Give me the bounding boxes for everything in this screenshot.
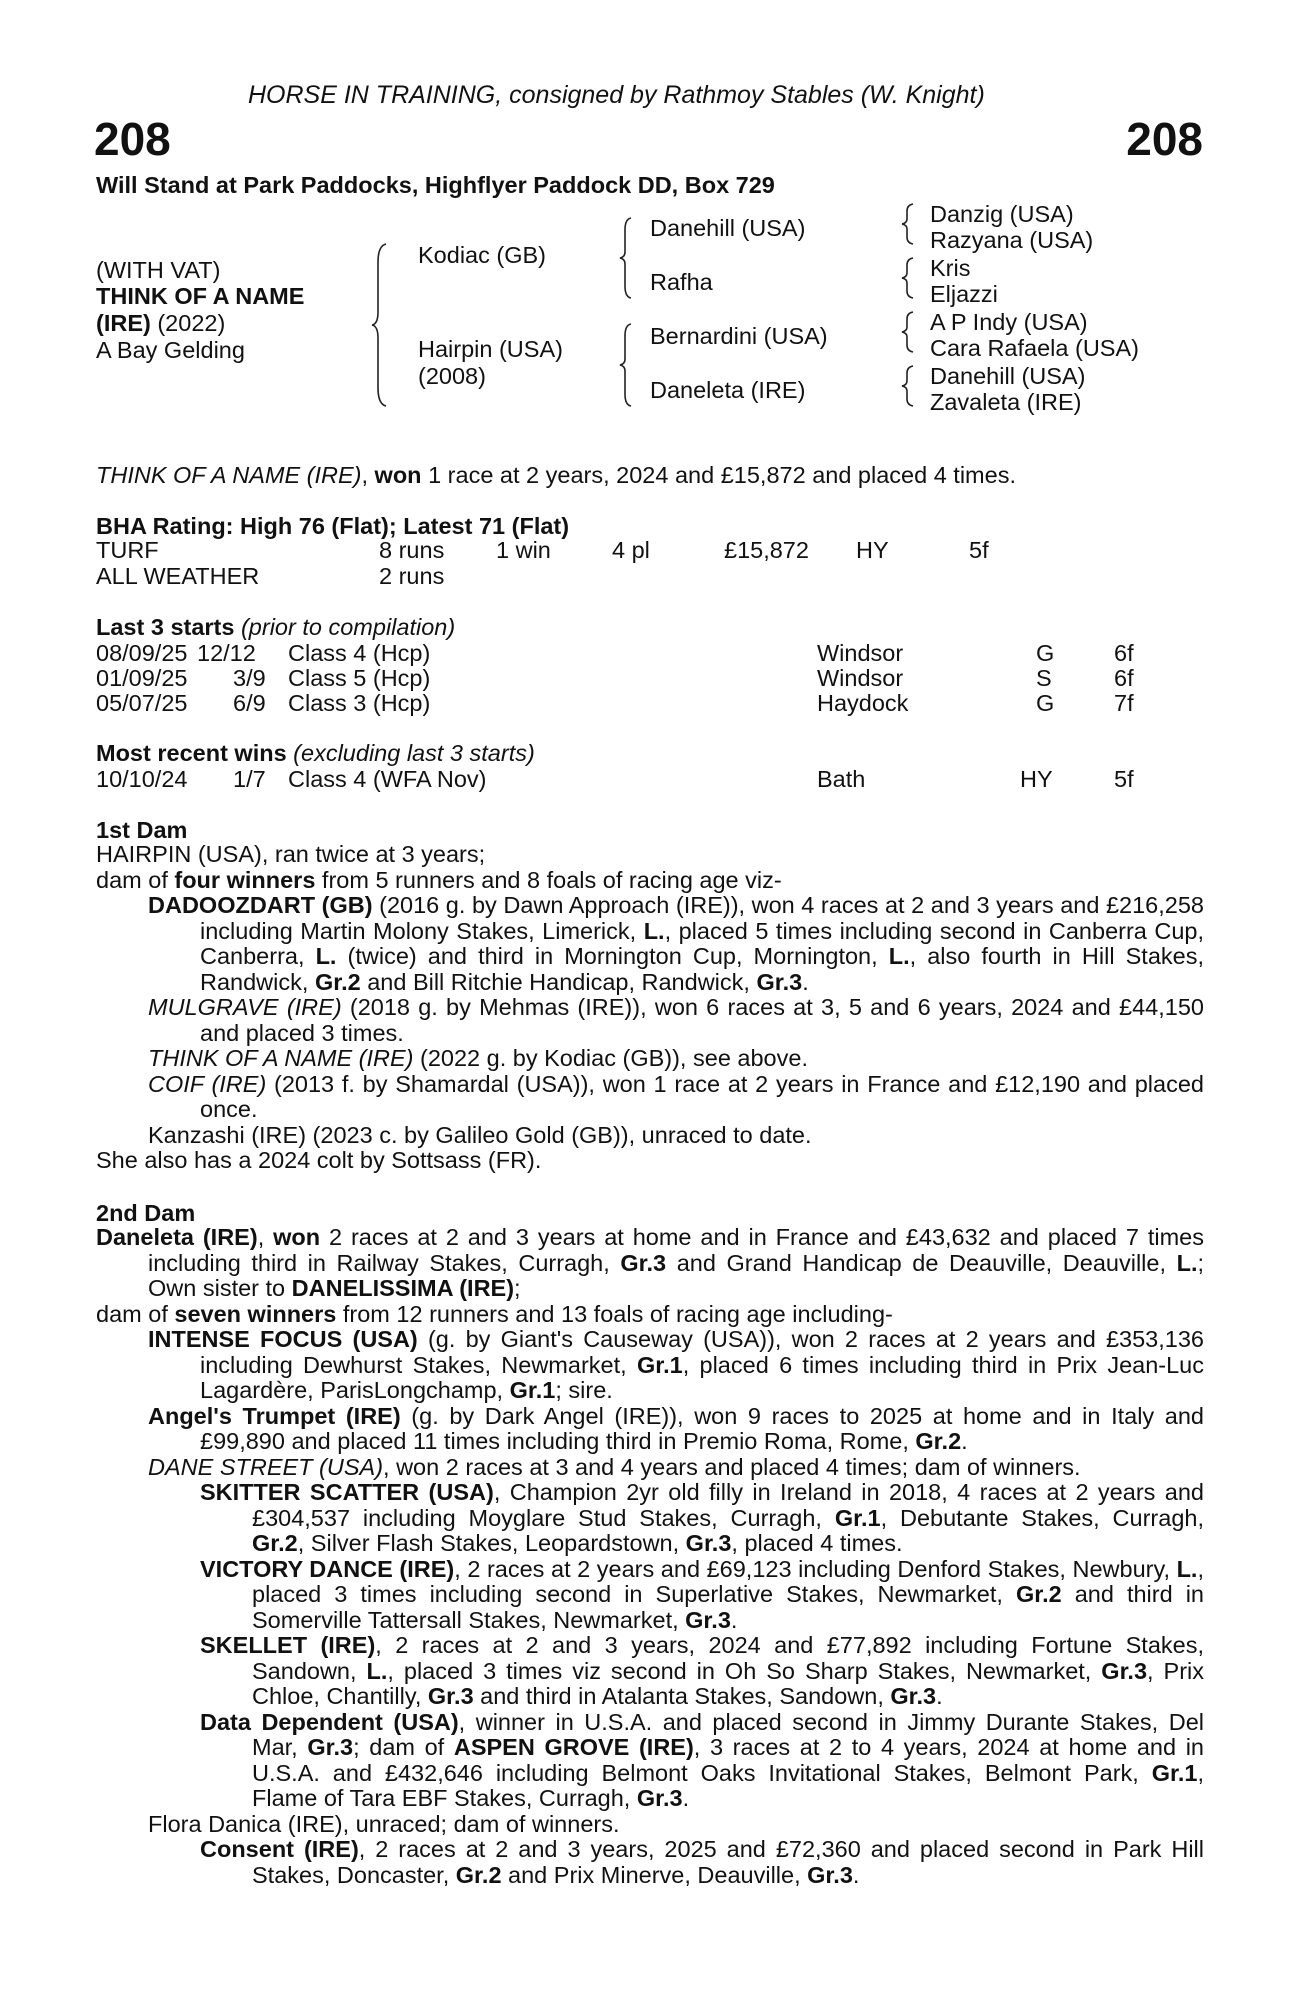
- start-course: Windsor: [817, 665, 904, 691]
- dam2-title: 2nd Dam: [96, 1200, 196, 1226]
- dam1-dam-of: dam of four winners from 5 runners and 8 foals of racing age viz-: [96, 866, 782, 893]
- vat-label: (WITH VAT): [96, 257, 221, 283]
- rating-runs: 8 runs: [379, 537, 445, 563]
- horse-origin: (IRE): [96, 310, 151, 336]
- progeny-kanzashi: Kanzashi (IRE) (2023 c. by Galileo Gold (GB)), unraced to date.: [148, 1121, 812, 1148]
- win-distance: 5f: [1114, 766, 1134, 792]
- ancestor-danzig: Danzig (USA): [930, 201, 1074, 227]
- dam2-progeny: [96, 1327, 1204, 1888]
- horse-year: (2022): [150, 310, 226, 336]
- start-distance: 6f: [1114, 640, 1134, 666]
- summary-horse-name: THINK OF A NAME (IRE): [96, 462, 362, 488]
- last3-title: Last 3 starts: [96, 614, 235, 640]
- start-row: [96, 690, 1196, 716]
- progeny-mulgrave: MULGRAVE (IRE) (2018 g. by Mehmas (IRE)), won 6 races at 3, 5 and 6 years, 2024 and £44,150 and placed 3 times.: [148, 994, 1204, 1046]
- progeny-dadoozdart: DADOOZDART (GB) (2016 g. by Dawn Approach (IRE)), won 4 races at 2 and 3 years and £216,258 including Martin Molony Stakes, Limerick, L., placed 5 times including second in Canberra Cup, Canberra, L. (twice) and third in Mornington Cup, Mornington, L., also fourth in Hill Stakes, Randwick, Gr.2 and Bill Ritchie Handicap, Randwick, Gr.3.: [148, 892, 1204, 995]
- ancestor-zavaleta: Zavaleta (IRE): [930, 389, 1082, 415]
- win-row: [96, 766, 1196, 792]
- brace-g56: [900, 310, 916, 354]
- start-row: [96, 665, 1196, 691]
- start-date: 05/07/25: [96, 690, 188, 716]
- dane-street-progeny: [148, 1480, 1204, 1812]
- ancestor-kris: Kris: [930, 255, 971, 281]
- brace-sire: [618, 216, 634, 300]
- dam1-block: [96, 842, 1204, 1174]
- last3-heading: [96, 615, 455, 641]
- start-distance: 7f: [1114, 690, 1134, 716]
- progeny-intense-focus: INTENSE FOCUS (USA) (g. by Giant's Causeway (USA)), won 2 races at 2 years and £353,136 including Dewhurst Stakes, Newmarket, Gr.1, placed 6 times including third in Prix Jean-Luc Lagardère, ParisLongchamp, Gr.1; sire.: [148, 1326, 1204, 1403]
- lot-number-left: 208: [94, 113, 171, 165]
- dam-year: (2008): [418, 363, 486, 389]
- start-row: [96, 640, 1196, 666]
- dam1-title: 1st Dam: [96, 817, 188, 843]
- dam2-dam-of: dam of seven winners from 12 runners and 13 foals of racing age including-: [96, 1300, 893, 1327]
- dam1-intro: HAIRPIN (USA), ran twice at 3 years;: [96, 841, 486, 867]
- start-course: Windsor: [817, 640, 904, 666]
- win-date: 10/10/24: [96, 766, 188, 792]
- rating-row-turf: [96, 537, 1196, 563]
- dam2-block: [96, 1225, 1204, 1888]
- win-course: Bath: [817, 766, 866, 792]
- sire: Kodiac (GB): [418, 242, 546, 268]
- start-going: S: [1036, 665, 1052, 691]
- horse-name: THINK OF A NAME: [96, 283, 305, 309]
- progeny-skitter-scatter: SKITTER SCATTER (USA), Champion 2yr old filly in Ireland in 2018, 4 races at 2 years and £304,537 including Moyglare Stud Stakes, Curragh, Gr.1, Debutante Stakes, Curragh, Gr.2, Silver Flash Stakes, Leopardstown, Gr.3, placed 4 times.: [200, 1479, 1204, 1556]
- progeny-think-of-a-name: THINK OF A NAME (IRE) (2022 g. by Kodiac (GB)), see above.: [148, 1045, 808, 1071]
- ancestor-danehill: Danehill (USA): [930, 363, 1086, 389]
- start-position: 6/9: [233, 690, 266, 716]
- rating-prize: £15,872: [724, 537, 809, 563]
- brace-g34: [900, 256, 916, 300]
- start-race: Class 4 (Hcp): [288, 640, 431, 666]
- progeny-flora-danica: Flora Danica (IRE), unraced; dam of winners.: [148, 1810, 620, 1837]
- start-position: 3/9: [233, 665, 266, 691]
- rating-going: HY: [856, 537, 889, 563]
- progeny-skellet: SKELLET (IRE), 2 races at 2 and 3 years, 2024 and £77,892 including Fortune Stakes, Sandown, L., placed 3 times viz second in Oh So Sharp Stakes, Newmarket, Gr.3, Prix Chloe, Chantilly, Gr.3 and third in Atalanta Stakes, Sandown, Gr.3.: [200, 1632, 1204, 1709]
- start-race: Class 3 (Hcp): [288, 690, 431, 716]
- rating-placed: 4 pl: [612, 537, 650, 563]
- ancestor-eljazzi: Eljazzi: [930, 281, 998, 307]
- rating-surface: TURF: [96, 537, 159, 563]
- rating-wins: 1 win: [496, 537, 551, 563]
- horse-origin-year: [96, 311, 225, 337]
- start-date: 08/09/25: [96, 640, 188, 666]
- dam: Hairpin (USA): [418, 336, 563, 362]
- ancestor-cara-rafaela: Cara Rafaela (USA): [930, 335, 1139, 361]
- brace-g78: [900, 364, 916, 408]
- recent-wins-note: (excluding last 3 starts): [286, 740, 535, 766]
- rating-title: BHA Rating: High 76 (Flat); Latest 71 (Flat): [96, 513, 570, 539]
- progeny-angels-trumpet: Angel's Trumpet (IRE) (g. by Dark Angel (IRE)), won 9 races to 2025 at home and in Italy and £99,890 and placed 11 times including third in Premio Roma, Rome, Gr.2.: [148, 1402, 1204, 1454]
- last3-note: (prior to compilation): [234, 614, 456, 640]
- progeny-dane-street: DANE STREET (USA), won 2 races at 3 and 4 years and placed 4 times; dam of winners.: [148, 1453, 1081, 1480]
- dam-dam: Daneleta (IRE): [650, 377, 806, 403]
- recent-wins-heading: [96, 741, 535, 767]
- rating-surface: ALL WEATHER: [96, 563, 260, 589]
- consignor-line: HORSE IN TRAINING, consigned by Rathmoy Stables (W. Knight): [248, 81, 985, 109]
- start-going: G: [1036, 640, 1055, 666]
- start-distance: 6f: [1114, 665, 1134, 691]
- progeny-victory-dance: VICTORY DANCE (IRE), 2 races at 2 years and £69,123 including Denford Stakes, Newbury, L., placed 3 times including second in Superlative Stakes, Newmarket, Gr.2 and third in Somerville Tattersall Stakes, Newmarket, Gr.3.: [200, 1555, 1204, 1633]
- dam1-progeny: [96, 893, 1204, 1148]
- start-course: Haydock: [817, 690, 909, 716]
- win-going: HY: [1020, 766, 1053, 792]
- stand-line: Will Stand at Park Paddocks, Highflyer Paddock DD, Box 729: [96, 172, 775, 198]
- start-race: Class 5 (Hcp): [288, 665, 431, 691]
- summary-text: 1 race at 2 years, 2024 and £15,872 and placed 4 times.: [421, 462, 1016, 488]
- dam2-daneleta: Daneleta (IRE), won 2 races at 2 and 3 years at home and in France and £43,632 and placed 7 times including third in Railway Stakes, Curragh, Gr.3 and Grand Handicap de Deauville, Deauville, L.; Own sister to DANELISSIMA (IRE);: [96, 1224, 1205, 1301]
- win-race: Class 4 (WFA Nov): [288, 766, 487, 792]
- progeny-data-dependent: Data Dependent (USA), winner in U.S.A. and placed second in Jimmy Durante Stakes, Del Mar, Gr.3; dam of ASPEN GROVE (IRE), 3 races at 2 to 4 years, 2024 at home and in U.S.A. and £432,646 including Belmont Oaks Invitational Stakes, Belmont Park, Gr.1, Flame of Tara EBF Stakes, Curragh, Gr.3.: [200, 1708, 1205, 1811]
- recent-wins-title: Most recent wins: [96, 740, 287, 766]
- horse-description: A Bay Gelding: [96, 337, 245, 363]
- rating-distance: 5f: [969, 537, 989, 563]
- brace-g12: [900, 202, 916, 246]
- start-date: 01/09/25: [96, 665, 188, 691]
- start-position: 12/12: [197, 640, 256, 666]
- rating-runs: 2 runs: [379, 563, 445, 589]
- ancestor-ap-indy: A P Indy (USA): [930, 309, 1088, 335]
- rating-row-aw: [96, 563, 1196, 589]
- lot-number-right: 208: [1126, 113, 1203, 165]
- win-position: 1/7: [233, 766, 266, 792]
- flora-danica-progeny: [148, 1837, 1204, 1888]
- brace-horse: [370, 242, 390, 408]
- sire-dam: Rafha: [650, 269, 713, 295]
- start-going: G: [1036, 690, 1055, 716]
- summary-won: won: [374, 462, 422, 488]
- brace-dam: [618, 322, 634, 408]
- progeny-coif: COIF (IRE) (2013 f. by Shamardal (USA)), won 1 race at 2 years in France and £12,190 and placed once.: [148, 1070, 1204, 1122]
- progeny-consent: Consent (IRE), 2 races at 2 and 3 years, 2025 and £72,360 and placed second in Park Hill Stakes, Doncaster, Gr.2 and Prix Minerve, Deauville, Gr.3.: [200, 1836, 1204, 1888]
- race-summary: THINK OF A NAME (IRE), won 1 race at 2 years, 2024 and £15,872 and placed 4 times.: [96, 462, 1016, 488]
- ancestor-razyana: Razyana (USA): [930, 227, 1094, 253]
- dam-sire: Bernardini (USA): [650, 323, 828, 349]
- sire-sire: Danehill (USA): [650, 215, 806, 241]
- dam1-also: She also has a 2024 colt by Sottsass (FR).: [96, 1147, 542, 1173]
